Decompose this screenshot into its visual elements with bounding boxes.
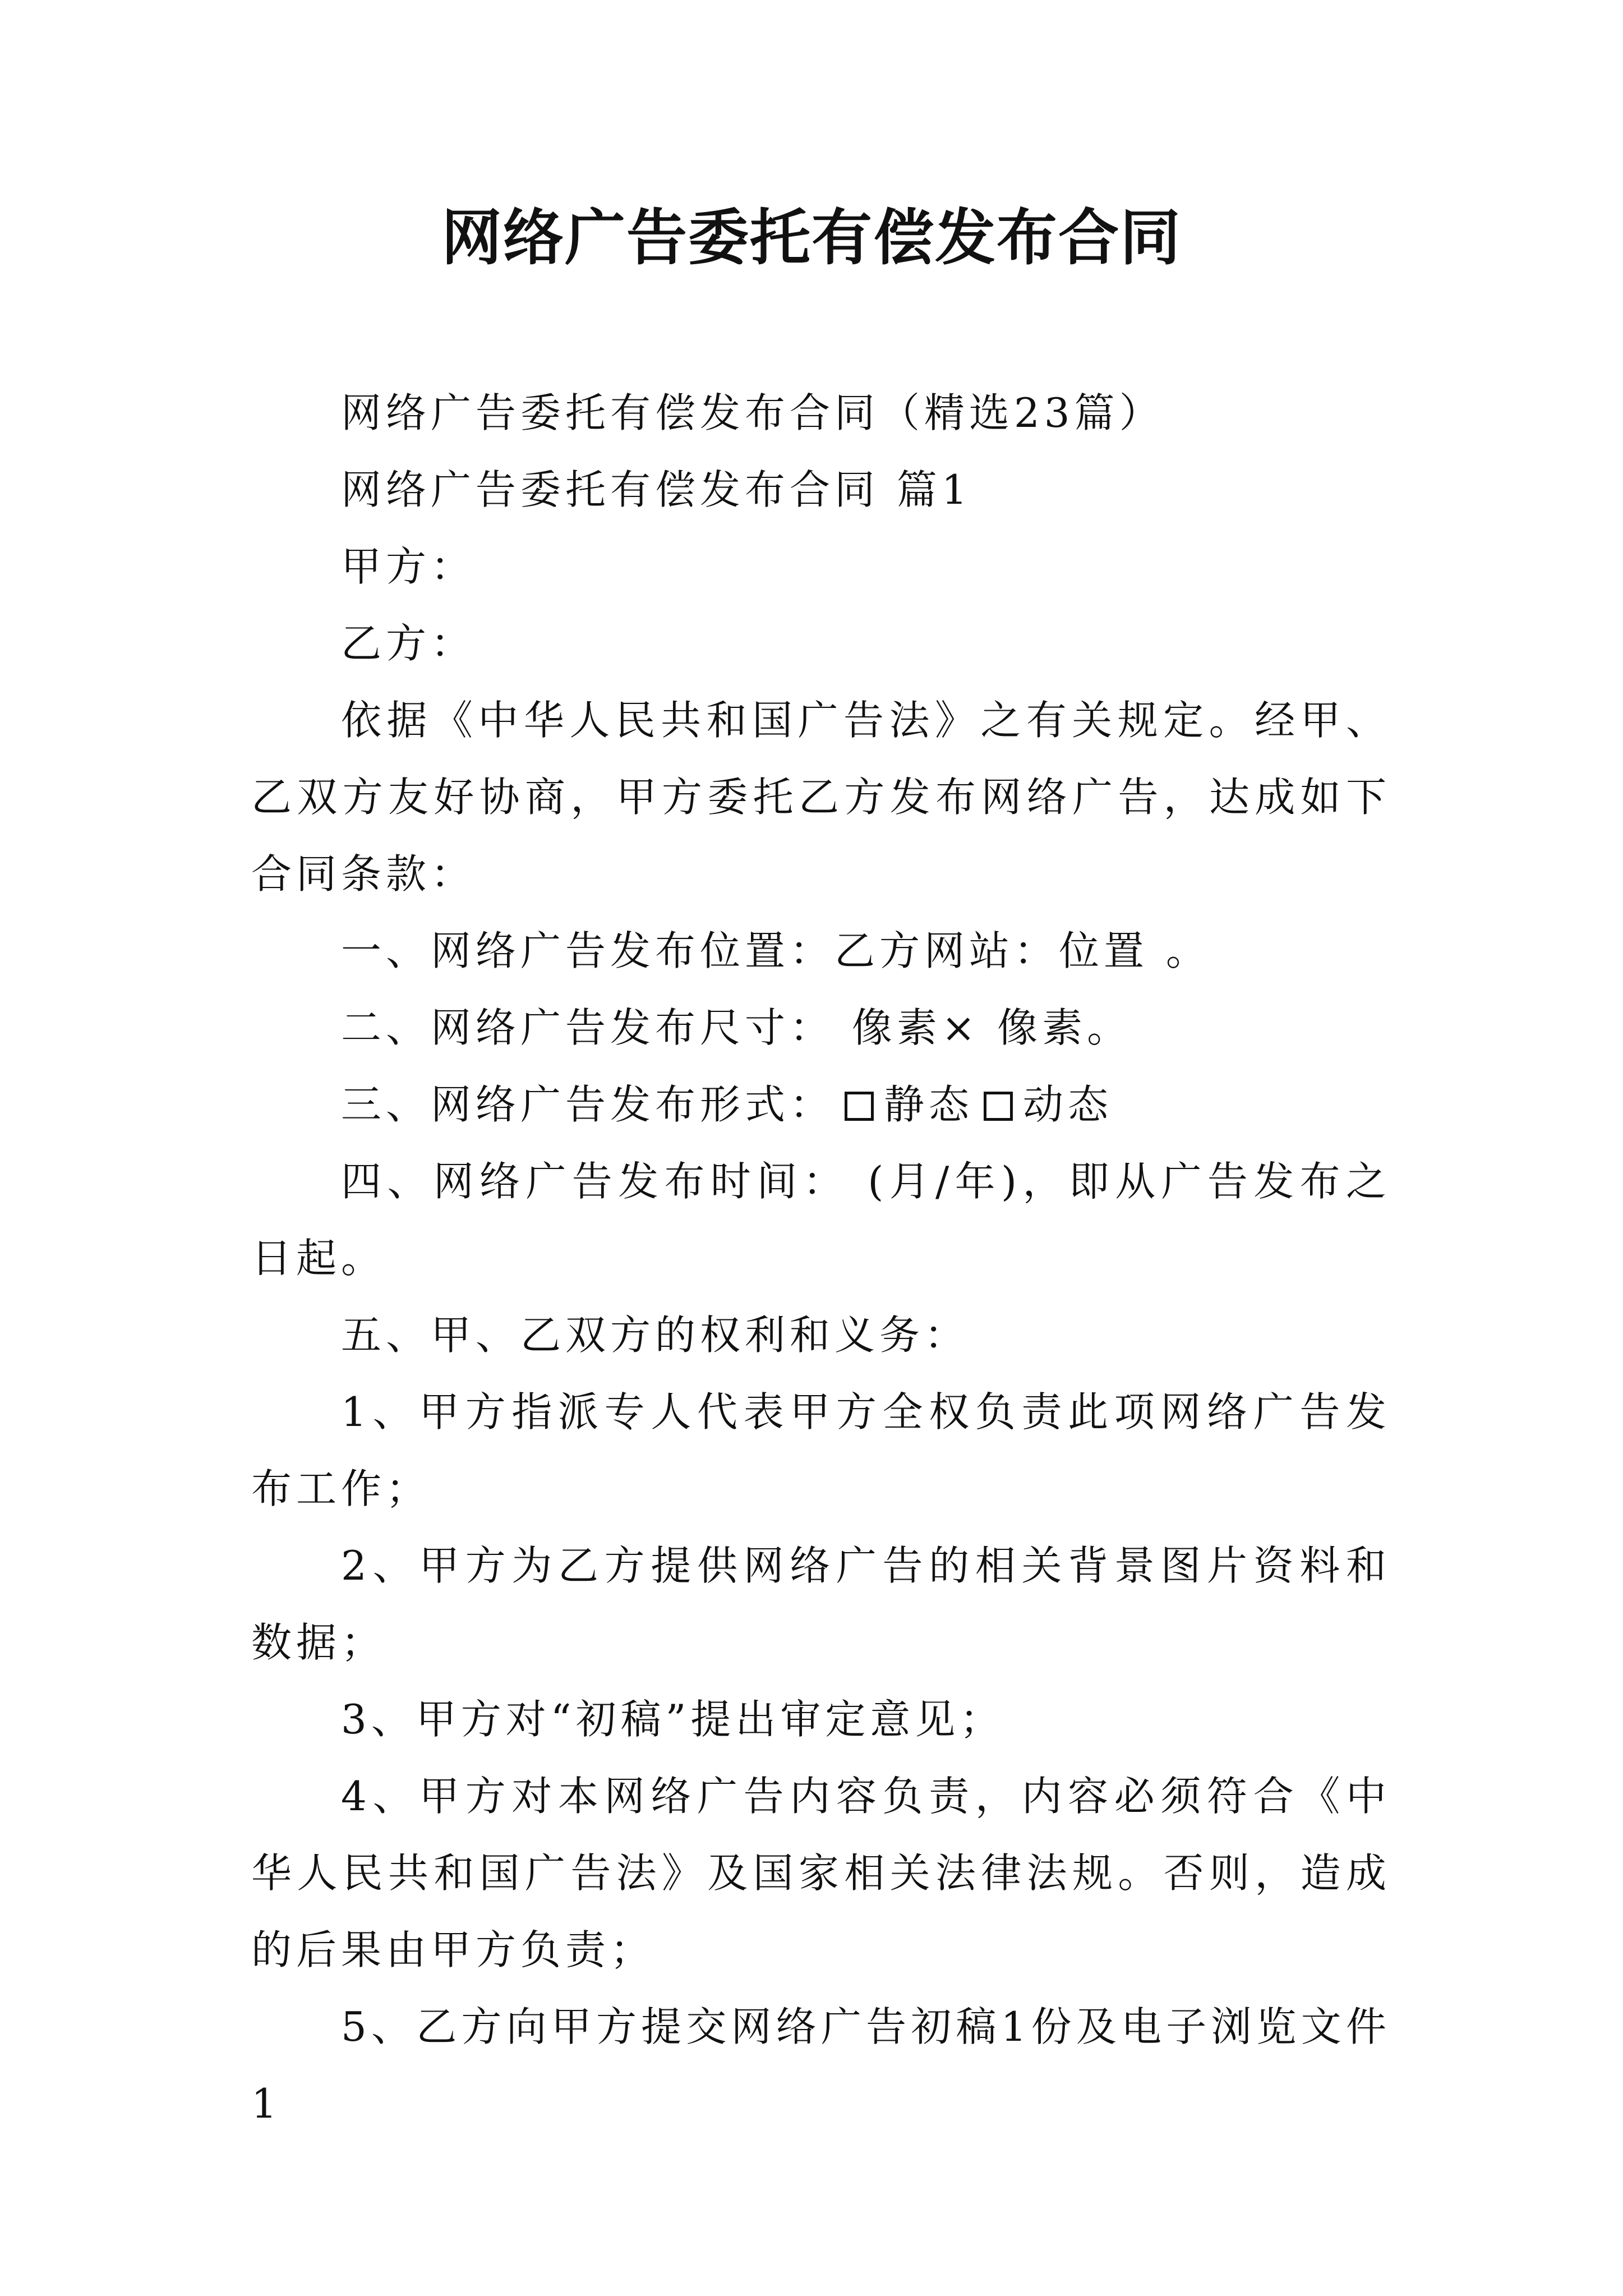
- item-4: 4、甲方对本网络广告内容负责，内容必须符合《中华人民共和国广告法》及国家相关法律法规。否则，造成的后果由甲方负责；: [251, 1773, 1391, 1973]
- item-1: 1、甲方指派专人代表甲方全权负责此项网络广告发布工作；: [251, 1388, 1391, 1512]
- clause-1: 一、网络广告发布位置：乙方网站：位置 。: [341, 927, 1211, 974]
- clause-3-option-static: 静态: [884, 1081, 974, 1128]
- party-b-line: 乙方：: [341, 620, 476, 667]
- item-5: 5、乙方向甲方提交网络广告初稿1份及电子浏览文件1: [251, 2003, 1391, 2127]
- document-subtitle: 网络广告委托有偿发布合同（精选23篇）: [341, 389, 1164, 436]
- item-3: 3、甲方对“初稿”提出审定意见；: [341, 1696, 1005, 1743]
- clause-5: 五、甲、乙双方的权利和义务：: [341, 1312, 970, 1359]
- document-title: 网络广告委托有偿发布合同: [441, 203, 1182, 273]
- preamble-paragraph: 依据《中华人民共和国广告法》之有关规定。经甲、乙双方友好协商，甲方委托乙方发布网络广告，达成如下合同条款：: [251, 697, 1391, 898]
- clause-4: 四、网络广告发布时间： (月/年)，即从广告发布之日起。: [251, 1158, 1391, 1282]
- dynamic-checkbox-icon: [984, 1092, 1013, 1121]
- section-heading: 网络广告委托有偿发布合同 篇1: [341, 466, 972, 513]
- clause-2: 二、网络广告发布尺寸： 像素× 像素。: [341, 1004, 1132, 1051]
- item-2: 2、甲方为乙方提供网络广告的相关背景图片资料和数据；: [251, 1542, 1391, 1666]
- clause-3-label: 三、网络广告发布形式：: [341, 1081, 835, 1128]
- static-checkbox-icon: [845, 1092, 874, 1121]
- clause-3: [251, 1066, 1391, 1143]
- party-a-line: 甲方：: [341, 543, 476, 590]
- document-body: [251, 375, 1391, 2142]
- clause-3-option-dynamic: 动态: [1023, 1081, 1113, 1128]
